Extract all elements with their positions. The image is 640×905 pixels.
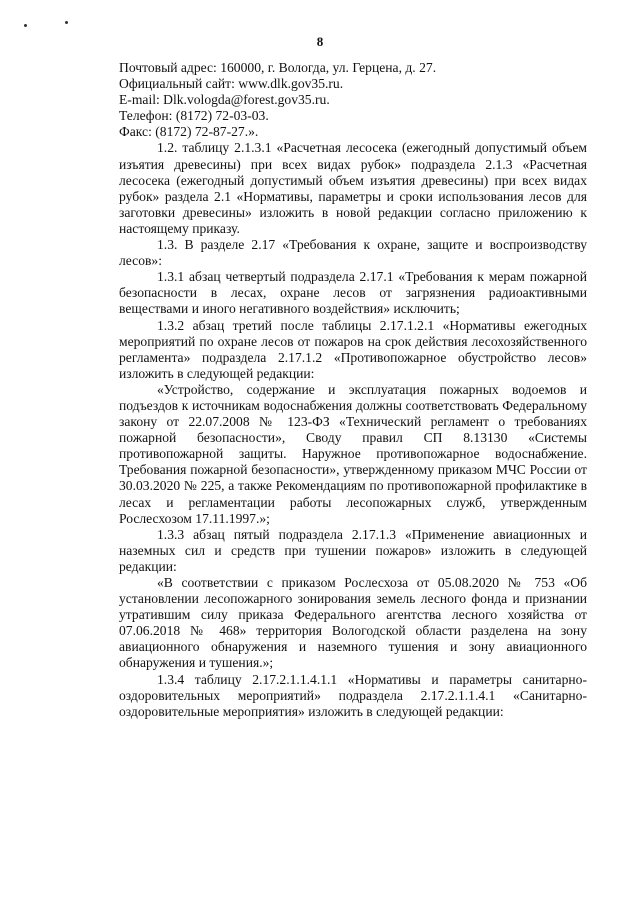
scan-speck <box>65 21 68 24</box>
address-phone: Телефон: (8172) 72-03-03. <box>119 108 269 124</box>
quote-fire-zoning: «В соответствии с приказом Рослесхоза от 05.08.2020 № 753 «Об установлении лесопожарного зонирования земель лесного фонда и признании утратившим силу приказа Федерального агентства лесного хозяйства от 07.06.2018 № 468» территория Вологодской области разделена на зону авиационного обнаружения и наземного тушения и зону авиационного обнаружения и тушения.»; <box>119 575 587 671</box>
scan-speck <box>24 24 27 27</box>
address-postal: Почтовый адрес: 160000, г. Вологда, ул. Герцена, д. 27. <box>119 60 437 75</box>
paragraph-1-3-1: 1.3.1 абзац четвертый подраздела 2.17.1 «Требования к мерам пожарной безопасности в лесах, охране лесов от загрязнения радиоактивными веществами и иного негативного воздействия» исключить; <box>119 269 587 317</box>
paragraph-1-3-4: 1.3.4 таблицу 2.17.2.1.1.4.1.1 «Нормативы и параметры санитарно-оздоровительных мероприятий» подраздела 2.17.2.1.1.4.1 «Санитарно-оздоровительные мероприятия» изложить в следующей редакции: <box>119 671 587 719</box>
page-number: 8 <box>316 34 324 49</box>
paragraph-1-2: 1.2. таблицу 2.1.3.1 «Расчетная лесосека (ежегодный допустимый объем изъятия древесины) при всех видах рубок» подраздела 2.1.3 «Расчетная лесосека (ежегодный допустимый объем изъятия древесины) при всех видах рубок» раздела 2.1 «Нормативы, параметры и сроки использования лесов для заготовки древесины» изложить в новой редакции согласно приложению к настоящему приказу. <box>119 140 587 236</box>
quote-fire-water-sources: «Устройство, содержание и эксплуатация пожарных водоемов и подъездов к источникам водоснабжения должны соответствовать Федеральному закону от 22.07.2008 № 123-ФЗ «Технический регламент о требованиях пожарной безопасности», Своду правил СП 8.13130 «Системы противопожарной защиты. Наружное противопожарное водоснабжение. Требования пожарной безопасности», утвержденному приказом МЧС России от 30.03.2020 № 225, а также Рекомендациям по противопожарной профилактике в лесах и регламентации работы лесопожарных служб, утвержденным Рослесхозом 17.11.1997.»; <box>119 381 587 526</box>
document-body <box>119 60 587 720</box>
paragraph-1-3-2: 1.3.2 абзац третий после таблицы 2.17.1.2.1 «Нормативы ежегодных мероприятий по охране лесов от пожаров на срок действия лесохозяйственного регламента» подраздела 2.17.1.2 «Противопожарное обустройство лесов» изложить в следующей редакции: <box>119 317 587 381</box>
address-fax: Факс: (8172) 72-87-27.». <box>119 124 259 140</box>
paragraph-1-3: 1.3. В разделе 2.17 «Требования к охране, защите и воспроизводству лесов»: <box>119 237 587 269</box>
address-email: E-mail: Dlk.vologda@forest.gov35.ru. <box>119 92 330 108</box>
address-website: Официальный сайт: www.dlk.gov35.ru. <box>119 76 344 92</box>
paragraph-1-3-3: 1.3.3 абзац пятый подраздела 2.17.1.3 «Применение авиационных и наземных сил и средств при тушении пожаров» изложить в следующей редакции: <box>119 526 587 574</box>
